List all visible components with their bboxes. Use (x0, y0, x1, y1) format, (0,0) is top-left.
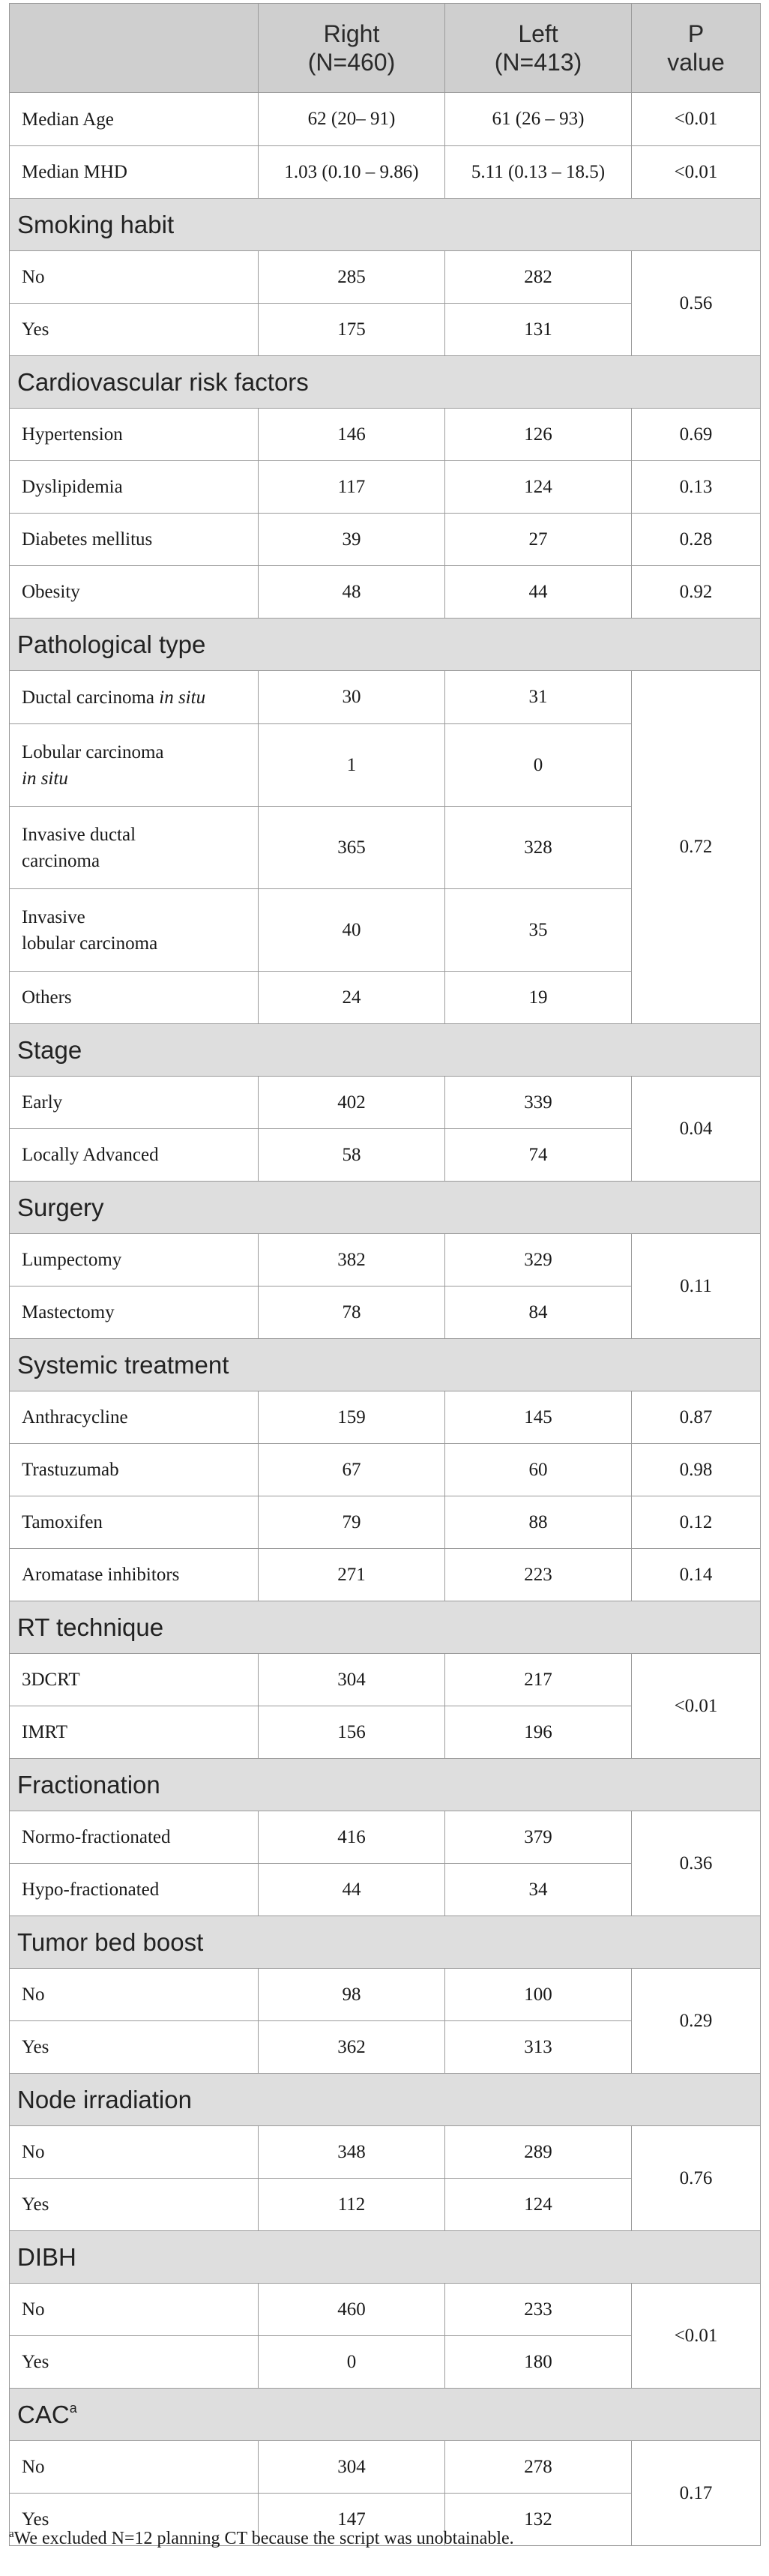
left-value: 217 (445, 1654, 632, 1706)
left-value: 100 (445, 1969, 632, 2021)
p-value: 0.56 (632, 251, 761, 356)
section-title: RT technique (10, 1601, 761, 1654)
row-label: Hypertension (10, 409, 259, 461)
right-value: 67 (259, 1444, 445, 1496)
left-value: 126 (445, 409, 632, 461)
table-row (10, 1234, 761, 1287)
row-label: Lobular carcinoma in situ (10, 724, 259, 807)
row-label: Lumpectomy (10, 1234, 259, 1287)
table-header-row (10, 4, 761, 93)
right-value: 0 (259, 2336, 445, 2389)
section-header-dibh (10, 2231, 761, 2284)
table-row (10, 1444, 761, 1496)
row-label: No (10, 1969, 259, 2021)
left-value: 0 (445, 724, 632, 807)
table-row (10, 1496, 761, 1549)
right-value: 362 (259, 2021, 445, 2074)
row-label: Yes (10, 2021, 259, 2074)
section-title: Tumor bed boost (10, 1916, 761, 1969)
header-left-column: Left (N=413) (445, 4, 632, 93)
left-value: 88 (445, 1496, 632, 1549)
p-value: <0.01 (632, 1654, 761, 1759)
row-label: Yes (10, 2494, 259, 2546)
left-value: 61 (26 – 93) (445, 93, 632, 146)
row-label: 3DCRT (10, 1654, 259, 1706)
left-value: 5.11 (0.13 – 18.5) (445, 146, 632, 199)
right-value: 58 (259, 1129, 445, 1182)
p-value: 0.12 (632, 1496, 761, 1549)
p-value: <0.01 (632, 2284, 761, 2389)
left-value: 132 (445, 2494, 632, 2546)
left-value: 27 (445, 514, 632, 566)
section-title: Systemic treatment (10, 1339, 761, 1391)
left-value: 379 (445, 1811, 632, 1864)
row-label: Median Age (10, 93, 259, 146)
baseline-characteristics-table (9, 3, 761, 2546)
left-value: 19 (445, 972, 632, 1024)
table-row (10, 1811, 761, 1864)
header-right-column: Right (N=460) (259, 4, 445, 93)
table-row (10, 1077, 761, 1129)
right-value: 48 (259, 566, 445, 619)
right-value: 147 (259, 2494, 445, 2546)
header-empty-cell (10, 4, 259, 93)
left-value: 196 (445, 1706, 632, 1759)
row-label: Hypo-fractionated (10, 1864, 259, 1916)
left-value: 329 (445, 1234, 632, 1287)
table-row (10, 2126, 761, 2179)
table-row (10, 671, 761, 724)
section-header-tumor-bed-boost (10, 1916, 761, 1969)
row-label: Yes (10, 2336, 259, 2389)
p-value: 0.36 (632, 1811, 761, 1916)
left-value: 278 (445, 2441, 632, 2494)
section-header-stage (10, 1024, 761, 1077)
table-row (10, 2441, 761, 2494)
row-label: Others (10, 972, 259, 1024)
left-value: 124 (445, 461, 632, 514)
left-value: 145 (445, 1391, 632, 1444)
row-label: IMRT (10, 1706, 259, 1759)
left-value: 124 (445, 2179, 632, 2231)
right-value: 365 (259, 807, 445, 889)
row-label: Yes (10, 304, 259, 356)
left-value: 60 (445, 1444, 632, 1496)
p-value: 0.11 (632, 1234, 761, 1339)
right-value: 39 (259, 514, 445, 566)
table-row (10, 409, 761, 461)
table-row-median-age (10, 93, 761, 146)
row-label: Invasive ductal carcinoma (10, 807, 259, 889)
right-value: 112 (259, 2179, 445, 2231)
p-value: 0.13 (632, 461, 761, 514)
right-value: 402 (259, 1077, 445, 1129)
right-value: 146 (259, 409, 445, 461)
table-row (10, 514, 761, 566)
section-header-pathological-type (10, 619, 761, 671)
left-value: 131 (445, 304, 632, 356)
right-value: 382 (259, 1234, 445, 1287)
left-value: 289 (445, 2126, 632, 2179)
section-header-systemic-treatment (10, 1339, 761, 1391)
row-label: Yes (10, 2179, 259, 2231)
row-label: Trastuzumab (10, 1444, 259, 1496)
p-value: 0.14 (632, 1549, 761, 1601)
footnote-marker: a (9, 2528, 14, 2540)
right-value: 30 (259, 671, 445, 724)
p-value: 0.29 (632, 1969, 761, 2074)
right-value: 271 (259, 1549, 445, 1601)
row-label: Obesity (10, 566, 259, 619)
row-label: Ductal carcinoma in situ (10, 671, 259, 724)
left-value: 339 (445, 1077, 632, 1129)
p-value: 0.98 (632, 1444, 761, 1496)
table-row (10, 1654, 761, 1706)
left-value: 313 (445, 2021, 632, 2074)
row-label: Normo-fractionated (10, 1811, 259, 1864)
table-row (10, 1391, 761, 1444)
table-footnote (9, 2528, 760, 2549)
left-value: 44 (445, 566, 632, 619)
right-value: 62 (20– 91) (259, 93, 445, 146)
footnote-text: We excluded N=12 planning CT because the script was unobtainable. (13, 2529, 514, 2548)
row-label: Mastectomy (10, 1287, 259, 1339)
right-value: 117 (259, 461, 445, 514)
p-value: 0.72 (632, 671, 761, 1024)
right-value: 460 (259, 2284, 445, 2336)
left-value: 35 (445, 889, 632, 972)
left-value: 31 (445, 671, 632, 724)
right-value: 304 (259, 2441, 445, 2494)
baseline-characteristics-table-container (9, 3, 760, 2546)
row-label: Locally Advanced (10, 1129, 259, 1182)
left-value: 84 (445, 1287, 632, 1339)
header-p-value-column: P value (632, 4, 761, 93)
left-value: 328 (445, 807, 632, 889)
p-value: 0.04 (632, 1077, 761, 1182)
left-value: 74 (445, 1129, 632, 1182)
section-header-cac (10, 2389, 761, 2441)
p-value: 0.28 (632, 514, 761, 566)
section-title: Fractionation (10, 1759, 761, 1811)
p-value: <0.01 (632, 146, 761, 199)
row-label: No (10, 2126, 259, 2179)
section-title: Smoking habit (10, 199, 761, 251)
row-label: Dyslipidemia (10, 461, 259, 514)
table-row (10, 2284, 761, 2336)
right-value: 1.03 (0.10 – 9.86) (259, 146, 445, 199)
section-title: DIBH (10, 2231, 761, 2284)
right-value: 348 (259, 2126, 445, 2179)
p-value: 0.76 (632, 2126, 761, 2231)
right-value: 1 (259, 724, 445, 807)
right-value: 175 (259, 304, 445, 356)
right-value: 98 (259, 1969, 445, 2021)
right-value: 304 (259, 1654, 445, 1706)
row-label: No (10, 2284, 259, 2336)
row-label: No (10, 2441, 259, 2494)
section-header-cardiovascular (10, 356, 761, 409)
right-value: 40 (259, 889, 445, 972)
left-value: 233 (445, 2284, 632, 2336)
table-row (10, 1969, 761, 2021)
table-row (10, 566, 761, 619)
right-value: 79 (259, 1496, 445, 1549)
table-row-median-mhd (10, 146, 761, 199)
section-title: CAC$^a$ (10, 2389, 761, 2441)
row-label: Median MHD (10, 146, 259, 199)
right-value: 159 (259, 1391, 445, 1444)
p-value: 0.17 (632, 2441, 761, 2546)
row-label: Invasive lobular carcinoma (10, 889, 259, 972)
p-value: 0.69 (632, 409, 761, 461)
row-label: Diabetes mellitus (10, 514, 259, 566)
right-value: 78 (259, 1287, 445, 1339)
right-value: 24 (259, 972, 445, 1024)
section-title: Surgery (10, 1182, 761, 1234)
row-label: Tamoxifen (10, 1496, 259, 1549)
section-title: Node irradiation (10, 2074, 761, 2126)
right-value: 156 (259, 1706, 445, 1759)
left-value: 282 (445, 251, 632, 304)
left-value: 223 (445, 1549, 632, 1601)
right-value: 416 (259, 1811, 445, 1864)
section-header-smoking (10, 199, 761, 251)
section-title: Cardiovascular risk factors (10, 356, 761, 409)
section-header-surgery (10, 1182, 761, 1234)
table-row (10, 251, 761, 304)
p-value: 0.92 (632, 566, 761, 619)
right-value: 44 (259, 1864, 445, 1916)
section-header-fractionation (10, 1759, 761, 1811)
right-value: 285 (259, 251, 445, 304)
footnote-marker: a (69, 2400, 77, 2416)
row-label: No (10, 251, 259, 304)
p-value: <0.01 (632, 93, 761, 146)
p-value: 0.87 (632, 1391, 761, 1444)
section-title: Stage (10, 1024, 761, 1077)
section-header-node-irradiation (10, 2074, 761, 2126)
table-row (10, 1549, 761, 1601)
section-header-rt-technique (10, 1601, 761, 1654)
left-value: 180 (445, 2336, 632, 2389)
left-value: 34 (445, 1864, 632, 1916)
section-title: Pathological type (10, 619, 761, 671)
row-label: Early (10, 1077, 259, 1129)
table-row (10, 461, 761, 514)
row-label: Aromatase inhibitors (10, 1549, 259, 1601)
row-label: Anthracycline (10, 1391, 259, 1444)
